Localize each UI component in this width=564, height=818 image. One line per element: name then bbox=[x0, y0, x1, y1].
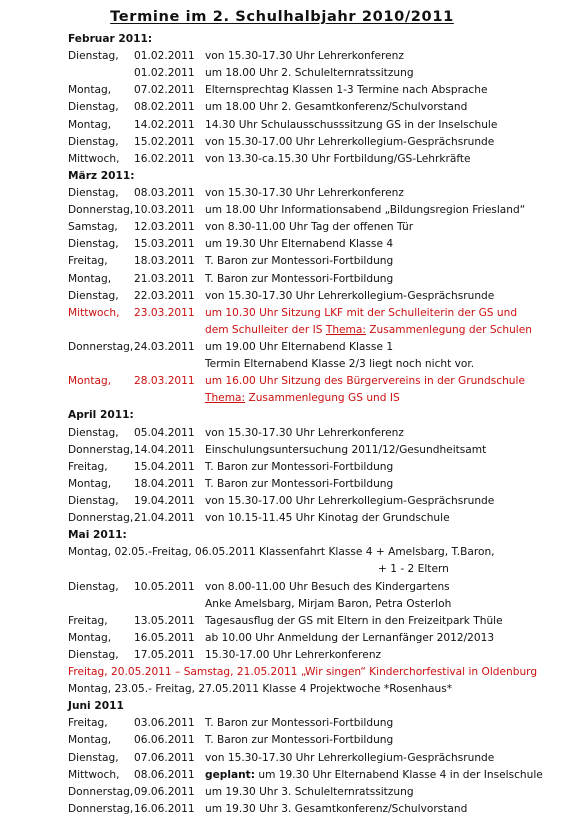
entry-date: 14.04.2011 bbox=[134, 443, 195, 456]
entry-weekday: Dienstag, bbox=[68, 135, 119, 148]
schedule-entry bbox=[0, 99, 564, 116]
entry-date: 08.03.2011 bbox=[134, 186, 195, 199]
schedule-entry-continuation bbox=[0, 356, 564, 373]
schedule-entry bbox=[0, 715, 564, 732]
month-heading bbox=[0, 698, 564, 715]
schedule-entry bbox=[0, 134, 564, 151]
continuation-text: Termin Elternabend Klasse 2/3 liegt noch nicht vor. bbox=[205, 358, 475, 371]
entry-description-text: um 18.00 Uhr Informationsabend „Bildungsregion Friesland“ bbox=[205, 204, 526, 217]
schedule-entry bbox=[0, 117, 564, 134]
entry-planned-label: geplant: bbox=[205, 768, 255, 781]
entry-description bbox=[205, 732, 393, 749]
entry-weekday: Dienstag, bbox=[68, 648, 119, 661]
schedule-entry bbox=[0, 647, 564, 664]
entry-weekday: Montag, bbox=[68, 272, 112, 285]
topic-label: Thema: bbox=[205, 392, 246, 405]
entry-description-text: Tagesausflug der GS mit Eltern in den Freizeitpark Thüle bbox=[205, 614, 503, 627]
entry-description-text: T. Baron zur Montessori-Fortbildung bbox=[205, 272, 394, 285]
entry-description-text: Elternsprechtag Klassen 1-3 Termine nach Absprache bbox=[205, 84, 488, 97]
entry-description bbox=[205, 305, 517, 322]
entry-description bbox=[205, 630, 494, 647]
entry-weekday: Dienstag, bbox=[68, 426, 119, 439]
entry-date: 01.02.2011 bbox=[134, 67, 195, 80]
schedule-entry bbox=[0, 630, 564, 647]
schedule-entry bbox=[0, 151, 564, 168]
entry-description-text: von 15.30-17.30 Uhr Lehrerkonferenz bbox=[205, 426, 404, 439]
schedule-entry bbox=[0, 202, 564, 219]
entry-weekday: Montag, bbox=[68, 118, 112, 131]
month-heading-text: April 2011: bbox=[68, 409, 134, 422]
entry-description bbox=[205, 442, 486, 459]
entry-weekday: Montag, bbox=[68, 734, 112, 747]
entry-description bbox=[205, 339, 393, 356]
entry-weekday: Mittwoch, bbox=[68, 768, 120, 781]
entry-date: 23.03.2011 bbox=[134, 306, 195, 319]
entry-description-text: um 18.00 Uhr 2. Gesamtkonferenz/Schulvorstand bbox=[205, 101, 468, 114]
schedule-entry bbox=[0, 579, 564, 596]
entry-description bbox=[205, 390, 400, 407]
schedule-entry bbox=[0, 185, 564, 202]
entry-date: 07.02.2011 bbox=[134, 84, 195, 97]
entry-description-text: von 15.30-17.30 Uhr Lehrerkonferenz bbox=[205, 186, 404, 199]
entry-date: 18.04.2011 bbox=[134, 477, 195, 490]
entry-description bbox=[205, 476, 393, 493]
entry-description-text: von 15.30-17.30 Uhr Lehrerkonferenz bbox=[205, 50, 404, 63]
schedule-entry bbox=[0, 305, 564, 322]
entry-description bbox=[205, 356, 474, 373]
entry-weekday: Dienstag, bbox=[68, 101, 119, 114]
entry-weekday: Donnerstag, bbox=[68, 340, 134, 353]
month-heading bbox=[0, 168, 564, 185]
entry-description-text: ab 10.00 Uhr Anmeldung der Lernanfänger 2012/2013 bbox=[205, 631, 495, 644]
entry-description bbox=[205, 202, 525, 219]
entry-description bbox=[205, 613, 503, 630]
entry-weekday: Samstag, bbox=[68, 221, 118, 234]
entry-description-text: 15.30-17.00 Uhr Lehrerkonferenz bbox=[205, 648, 382, 661]
entry-description-text: von 8.00-11.00 Uhr Besuch des Kindergartens bbox=[205, 580, 450, 593]
entry-date: 19.04.2011 bbox=[134, 494, 195, 507]
topic-label: Thema: bbox=[325, 323, 366, 336]
entry-weekday: Freitag, bbox=[68, 717, 108, 730]
entry-weekday: Dienstag, bbox=[68, 751, 119, 764]
entry-description bbox=[205, 373, 525, 390]
schedule-entry bbox=[0, 339, 564, 356]
entry-description bbox=[205, 647, 381, 664]
month-heading bbox=[0, 407, 564, 424]
entry-description bbox=[205, 185, 404, 202]
schedule-entry bbox=[0, 271, 564, 288]
entry-description-text: um 19.30 Uhr Elternabend Klasse 4 bbox=[205, 238, 394, 251]
entry-description-text: T. Baron zur Montessori-Fortbildung bbox=[205, 255, 394, 268]
entry-description-text: von 15.30-17.00 Uhr Lehrerkollegium-Gesprächsrunde bbox=[205, 135, 495, 148]
entry-description-text: um 19.00 Uhr Elternabend Klasse 1 bbox=[205, 340, 394, 353]
entry-weekday: Donnerstag, bbox=[68, 512, 134, 525]
schedule-entry bbox=[0, 767, 564, 784]
entry-date: 13.05.2011 bbox=[134, 614, 195, 627]
document-title bbox=[0, 8, 564, 25]
entry-description bbox=[205, 271, 393, 288]
continuation-text: + 1 - 2 Eltern bbox=[378, 563, 449, 576]
document-title-text: Termine im 2. Schulhalbjahr 2010/2011 bbox=[110, 8, 454, 25]
entry-weekday: Dienstag, bbox=[68, 186, 119, 199]
schedule-entry bbox=[0, 493, 564, 510]
entry-description bbox=[205, 65, 414, 82]
entry-description-text: T. Baron zur Montessori-Fortbildung bbox=[205, 717, 394, 730]
entry-description bbox=[205, 219, 413, 236]
schedule-entry bbox=[0, 373, 564, 390]
entry-description-text: von 15.30-17.30 Uhr Lehrerkollegium-Gesprächsrunde bbox=[205, 289, 495, 302]
entry-description-text: T. Baron zur Montessori-Fortbildung bbox=[205, 460, 394, 473]
entry-description-text: von 15.30-17.00 Uhr Lehrerkollegium-Gesprächsrunde bbox=[205, 494, 495, 507]
entry-description bbox=[205, 750, 494, 767]
entry-description-text: von 13.30-ca.15.30 Uhr Fortbildung/GS-Lehrkräfte bbox=[205, 152, 471, 165]
entry-description bbox=[205, 322, 532, 339]
entry-weekday: Freitag, bbox=[68, 255, 108, 268]
schedule-entry bbox=[0, 65, 564, 82]
entry-description-text: um 19.30 Uhr 3. Gesamtkonferenz/Schulvorstand bbox=[205, 802, 468, 815]
month-heading bbox=[0, 31, 564, 48]
schedule-entry bbox=[0, 801, 564, 818]
entry-description bbox=[205, 48, 404, 65]
entry-description bbox=[205, 134, 494, 151]
entry-date: 01.02.2011 bbox=[134, 50, 195, 63]
entry-description bbox=[205, 579, 450, 596]
entry-description-text: um 19.30 Uhr 3. Schulelternratssitzung bbox=[205, 785, 414, 798]
entry-date: 05.04.2011 bbox=[134, 426, 195, 439]
entry-weekday: Mittwoch, bbox=[68, 306, 120, 319]
entry-description-text: um 16.00 Uhr Sitzung des Bürgervereins in der Grundschule bbox=[205, 375, 525, 388]
schedule-entry bbox=[0, 219, 564, 236]
entry-date: 10.03.2011 bbox=[134, 204, 195, 217]
schedule-entry bbox=[0, 288, 564, 305]
entry-description-text: T. Baron zur Montessori-Fortbildung bbox=[205, 734, 394, 747]
entry-description-text: um 18.00 Uhr 2. Schulelternratssitzung bbox=[205, 67, 414, 80]
entry-free-text: Montag, 23.05.- Freitag, 27.05.2011 Klasse 4 Projektwoche *Rosenhaus* bbox=[68, 683, 453, 696]
entry-description bbox=[205, 151, 471, 168]
entry-description bbox=[205, 459, 393, 476]
entry-weekday: Dienstag, bbox=[68, 50, 119, 63]
continuation-text: Anke Amelsbarg, Mirjam Baron, Petra Osterloh bbox=[205, 597, 452, 610]
entry-date: 14.02.2011 bbox=[134, 118, 195, 131]
entry-weekday: Montag, bbox=[68, 477, 112, 490]
entry-date: 03.06.2011 bbox=[134, 717, 195, 730]
entry-free-text: Freitag, 20.05.2011 – Samstag, 21.05.2011 „Wir singen“ Kinderchorfestival in Oldenburg bbox=[68, 666, 538, 679]
topic-text: Zusammenlegung der Schulen bbox=[365, 323, 532, 336]
entry-weekday: Donnerstag, bbox=[68, 785, 134, 798]
entry-description bbox=[205, 767, 543, 784]
schedule-entry-free bbox=[0, 664, 564, 681]
entry-description-text: von 15.30-17.30 Uhr Lehrerkollegium-Gesprächsrunde bbox=[205, 751, 495, 764]
continuation-text: dem Schulleiter der IS bbox=[205, 323, 326, 336]
entry-date: 08.02.2011 bbox=[134, 101, 195, 114]
entry-date: 16.06.2011 bbox=[134, 802, 195, 815]
entry-description bbox=[205, 99, 467, 116]
entry-date: 21.03.2011 bbox=[134, 272, 195, 285]
schedule-entry-continuation bbox=[0, 561, 564, 578]
entry-date: 16.05.2011 bbox=[134, 631, 195, 644]
entry-date: 10.05.2011 bbox=[134, 580, 195, 593]
month-heading-text: Februar 2011: bbox=[68, 33, 153, 45]
schedule-entry bbox=[0, 236, 564, 253]
entry-date: 08.06.2011 bbox=[134, 768, 195, 781]
entry-description bbox=[205, 510, 450, 527]
entry-weekday: Dienstag, bbox=[68, 580, 119, 593]
schedule-entry-continuation bbox=[0, 322, 564, 339]
entry-date: 09.06.2011 bbox=[134, 785, 195, 798]
schedule-list bbox=[0, 31, 564, 818]
entry-description-text: um 19.30 Uhr Elternabend Klasse 4 in der Inselschule bbox=[254, 768, 543, 781]
month-heading-text: März 2011: bbox=[68, 169, 135, 182]
entry-weekday: Dienstag, bbox=[68, 289, 119, 302]
schedule-entry-continuation bbox=[0, 596, 564, 613]
entry-weekday: Dienstag, bbox=[68, 494, 119, 507]
entry-date: 15.02.2011 bbox=[134, 135, 195, 148]
schedule-entry bbox=[0, 510, 564, 527]
entry-description bbox=[205, 715, 393, 732]
entry-description-text: T. Baron zur Montessori-Fortbildung bbox=[205, 477, 394, 490]
schedule-entry bbox=[0, 48, 564, 65]
entry-free-text: Montag, 02.05.-Freitag, 06.05.2011 Klassenfahrt Klasse 4 + Amelsbarg, T.Baron, bbox=[68, 546, 495, 559]
entry-weekday: Freitag, bbox=[68, 614, 108, 627]
entry-date: 21.04.2011 bbox=[134, 512, 195, 525]
entry-date: 28.03.2011 bbox=[134, 375, 195, 388]
entry-weekday: Montag, bbox=[68, 631, 112, 644]
entry-description-text: Einschulungsuntersuchung 2011/12/Gesundheitsamt bbox=[205, 443, 487, 456]
entry-date: 15.04.2011 bbox=[134, 460, 195, 473]
entry-description bbox=[205, 288, 494, 305]
entry-description bbox=[205, 425, 404, 442]
schedule-entry bbox=[0, 784, 564, 801]
entry-description bbox=[205, 784, 414, 801]
entry-date: 12.03.2011 bbox=[134, 221, 195, 234]
entry-date: 22.03.2011 bbox=[134, 289, 195, 302]
entry-description bbox=[205, 117, 497, 134]
entry-description bbox=[205, 493, 494, 510]
schedule-entry bbox=[0, 732, 564, 749]
entry-date: 17.05.2011 bbox=[134, 648, 195, 661]
schedule-entry bbox=[0, 425, 564, 442]
month-heading-text: Juni 2011 bbox=[68, 700, 124, 713]
schedule-entry bbox=[0, 253, 564, 270]
entry-weekday: Donnerstag, bbox=[68, 204, 134, 217]
entry-date: 06.06.2011 bbox=[134, 734, 195, 747]
entry-weekday: Donnerstag, bbox=[68, 802, 134, 815]
entry-date: 18.03.2011 bbox=[134, 255, 195, 268]
entry-description bbox=[205, 801, 467, 818]
entry-description-text: von 8.30-11.00 Uhr Tag der offenen Tür bbox=[205, 221, 414, 234]
topic-text: Zusammenlegung GS und IS bbox=[245, 392, 400, 405]
schedule-entry-continuation bbox=[0, 390, 564, 407]
entry-description bbox=[205, 236, 393, 253]
entry-weekday: Freitag, bbox=[68, 460, 108, 473]
schedule-entry bbox=[0, 459, 564, 476]
entry-date: 07.06.2011 bbox=[134, 751, 195, 764]
entry-date: 15.03.2011 bbox=[134, 238, 195, 251]
entry-weekday: Mittwoch, bbox=[68, 152, 120, 165]
month-heading-text: Mai 2011: bbox=[68, 529, 127, 542]
entry-weekday: Dienstag, bbox=[68, 238, 119, 251]
schedule-entry bbox=[0, 750, 564, 767]
month-heading bbox=[0, 527, 564, 544]
entry-weekday: Montag, bbox=[68, 84, 112, 97]
entry-weekday: Montag, bbox=[68, 375, 112, 388]
schedule-entry bbox=[0, 82, 564, 99]
entry-description bbox=[205, 253, 393, 270]
entry-weekday: Donnerstag, bbox=[68, 443, 134, 456]
schedule-entry-free bbox=[0, 681, 564, 698]
entry-date: 24.03.2011 bbox=[134, 340, 195, 353]
entry-description-text: um 10.30 Uhr Sitzung LKF mit der Schulleiterin der GS und bbox=[205, 306, 518, 319]
entry-description-text: 14.30 Uhr Schulausschusssitzung GS in der Inselschule bbox=[205, 118, 498, 131]
schedule-entry bbox=[0, 442, 564, 459]
entry-date: 16.02.2011 bbox=[134, 152, 195, 165]
schedule-entry bbox=[0, 476, 564, 493]
schedule-entry bbox=[0, 613, 564, 630]
schedule-entry-free bbox=[0, 544, 564, 561]
entry-description-text: von 10.15-11.45 Uhr Kinotag der Grundschule bbox=[205, 512, 450, 525]
entry-description bbox=[205, 82, 488, 99]
